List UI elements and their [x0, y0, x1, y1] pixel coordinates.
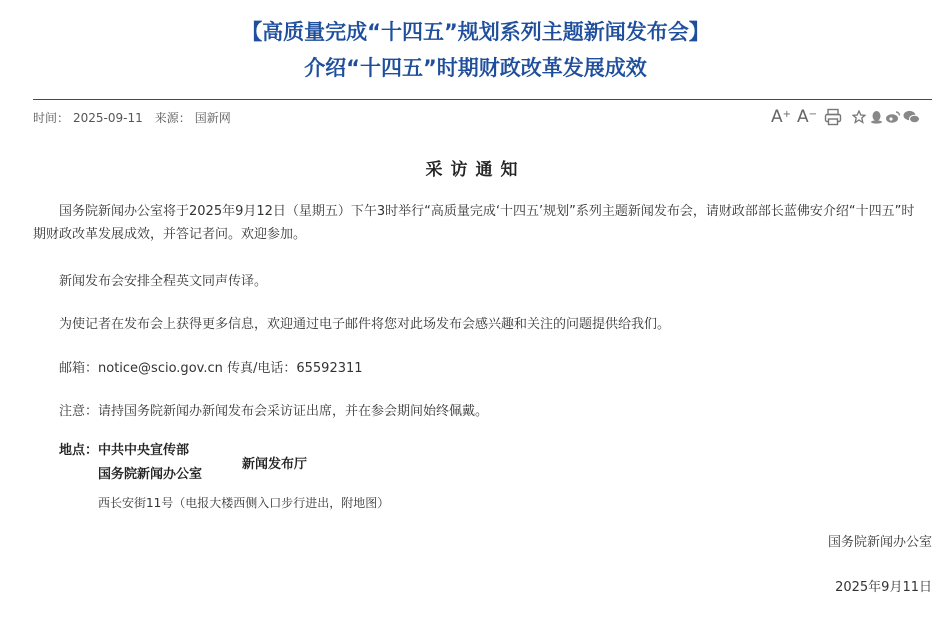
article-toolbar [770, 106, 920, 128]
location-address: 西长安街11号（电报大楼西侧入口步行进出，附地图） [98, 496, 390, 510]
notice-heading: 采访通知 [425, 160, 526, 180]
time-value: 2025-09-11 [73, 111, 143, 125]
font-decrease-icon[interactable] [796, 106, 818, 128]
notice-signature: 国务院新闻办公室 [827, 535, 932, 550]
time-label: 时间： [33, 111, 70, 125]
wechat-icon[interactable] [902, 106, 920, 128]
font-decrease-letter: A [796, 107, 809, 127]
notice-paragraph-intro: 国务院新闻办公室将于2025年9月12日（星期五）下午3时举行“高质量完成‘十四五’规划”系列主题新闻发布会，请财政部部长蓝佛安介绍“十四五”时期财政改革发展成效，并答记者问。欢迎参加。 [33, 204, 915, 242]
qq-icon[interactable] [868, 106, 884, 128]
source-label: 来源： [154, 111, 191, 125]
article-meta [33, 109, 235, 126]
notice-paragraph-questions: 为使记者在发布会上获得更多信息，欢迎通过电子邮件将您对此场发布会感兴趣和关注的问题提供给我们。 [59, 317, 671, 332]
notice-paragraph-contact: 邮箱：notice@scio.gov.cn 传真/电话：65592311 [59, 361, 363, 376]
weibo-icon[interactable] [884, 106, 902, 128]
notice-paragraph-translation: 新闻发布会安排全程英文同声传译。 [59, 274, 268, 289]
favorite-icon[interactable] [850, 106, 868, 128]
notice-date: 2025年9月11日 [835, 580, 932, 595]
title-divider [33, 99, 932, 100]
location-label: 地点： [59, 443, 99, 458]
font-increase-sign: + [782, 108, 792, 120]
font-increase-icon[interactable] [770, 106, 792, 128]
location-org-scio: 国务院新闻办公室 [98, 467, 203, 482]
font-increase-letter: A [770, 107, 783, 127]
location-org-publicity: 中共中央宣传部 [98, 443, 190, 458]
print-icon[interactable] [822, 106, 844, 128]
article-title-line1: 【高质量完成“十四五”规划系列主题新闻发布会】 [241, 20, 710, 44]
location-hall: 新闻发布厅 [242, 457, 308, 472]
font-decrease-sign: − [808, 108, 818, 120]
notice-paragraph-attention: 注意：请持国务院新闻办新闻发布会采访证出席，并在参会期间始终佩戴。 [59, 404, 489, 419]
article-title-line2: 介绍“十四五”时期财政改革发展成效 [304, 56, 647, 80]
source-value: 国新网 [194, 111, 231, 125]
